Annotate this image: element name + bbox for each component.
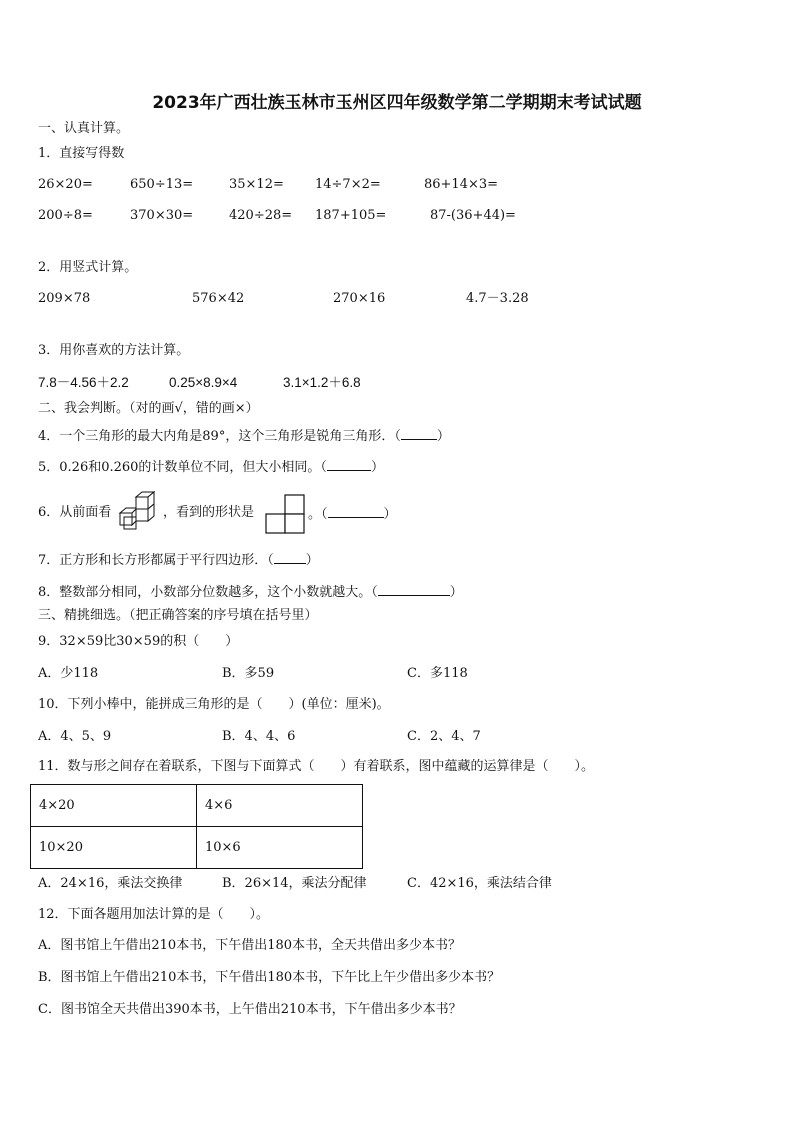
answer-blank[interactable] (328, 504, 384, 518)
front-view-shape-icon (265, 494, 307, 534)
section2-heading: 二、我会判断。（对的画√，错的画×） (38, 401, 259, 416)
q12-option-a[interactable]: A．图书馆上午借出210本书，下午借出180本书，全天共借出多少本书？ (38, 938, 462, 953)
q2-item: 576×42 (192, 291, 245, 306)
q12-stem: 12．下面各题用加法计算的是（ ）。 (38, 907, 270, 922)
q4 (38, 426, 450, 446)
close-paren: ） (449, 585, 463, 600)
q1-row1-item: 35×12= (229, 177, 284, 192)
answer-blank[interactable] (274, 550, 306, 564)
table-cell: 10×6 (197, 827, 363, 869)
q2-label: 2．用竖式计算。 (38, 260, 138, 275)
q12-option-b[interactable]: B．图书馆上午借出210本书，下午借出180本书，下午比上午少借出多少本书？ (38, 970, 501, 985)
section1-heading: 一、认真计算。 (38, 121, 130, 136)
q2-item: 209×78 (38, 291, 91, 306)
close-paren: ） (370, 460, 384, 475)
section3-heading: 三、精挑细选。（把正确答案的序号填在括号里） (38, 608, 318, 623)
table-cell: 10×20 (31, 827, 197, 869)
q10-stem: 10．下列小棒中，能拼成三角形的是（ ）(单位：厘米)。 (38, 697, 390, 712)
q11-option-b[interactable]: B．26×14，乘法分配律 (222, 876, 367, 891)
q5-text: 5．0.26和0.260的计数单位不同，但大小相同。（ (38, 460, 327, 475)
q3-label: 3．用你喜欢的方法计算。 (38, 343, 190, 358)
q4-text: 4．一个三角形的最大内角是89°，这个三角形是锐角三角形．（ (38, 429, 401, 444)
table-cell: 4×6 (197, 785, 363, 827)
q1-row2-item: 187+105= (315, 208, 387, 223)
table-row (31, 827, 363, 869)
q11-option-a[interactable]: A．24×16，乘法交换律 (38, 876, 183, 891)
answer-blank[interactable] (401, 426, 437, 440)
q1-label: 1．直接写得数 (38, 146, 125, 161)
q8-text: 8．整数部分相同，小数部分位数越多，这个小数就越大。（ (38, 585, 378, 600)
q3-item: 0.25×8.9×4 (169, 375, 238, 390)
q11-diagram-table (30, 784, 363, 869)
q2-item: 4.7－3.28 (466, 291, 529, 306)
q1-row1-item: 650÷13= (130, 177, 194, 192)
q11-stem: 11．数与形之间存在着联系，下图与下面算式（ ）有着联系，图中蕴藏的运算律是（ ）。 (38, 759, 595, 774)
close-paren: ） (383, 507, 397, 522)
q6-text-a: 6．从前面看 (38, 505, 112, 520)
close-paren: ） (436, 429, 450, 444)
q1-row2-item: 200÷8= (38, 208, 93, 223)
q1-row1-item: 14÷7×2= (315, 177, 381, 192)
q6-text-c: 。（ (308, 507, 328, 522)
close-paren: ） (305, 553, 319, 568)
q6 (308, 504, 397, 524)
page-title: 2023年广西壮族玉林市玉州区四年级数学第二学期期末考试试题 (152, 93, 642, 113)
q5 (38, 457, 384, 477)
q1-row2-item: 370×30= (130, 208, 194, 223)
q10-option-c[interactable]: C．2、4、7 (407, 729, 481, 744)
answer-blank[interactable] (378, 582, 450, 596)
q6-text-b: ，看到的形状是 (163, 505, 255, 520)
q9-stem: 9．32×59比30×59的积（ ） (38, 634, 239, 649)
q9-option-b[interactable]: B．多59 (222, 666, 275, 681)
q10-option-b[interactable]: B．4、4、6 (222, 729, 296, 744)
q3-item: 7.8－4.56＋2.2 (38, 375, 129, 390)
q12-option-c[interactable]: C．图书馆全天共借出390本书，上午借出210本书，下午借出多少本书？ (38, 1002, 462, 1017)
cube-stack-icon (116, 491, 158, 531)
answer-blank[interactable] (327, 457, 371, 471)
q1-row1-item: 26×20= (38, 177, 93, 192)
q2-item: 270×16 (333, 291, 386, 306)
q1-row1-item: 86+14×3= (424, 177, 499, 192)
q7 (38, 550, 319, 570)
q3-item: 3.1×1.2＋6.8 (283, 375, 361, 390)
table-row (31, 785, 363, 827)
q1-row2-item: 420÷28= (229, 208, 293, 223)
q7-text: 7．正方形和长方形都属于平行四边形．（ (38, 553, 274, 568)
table-cell: 4×20 (31, 785, 197, 827)
q9-option-c[interactable]: C．多118 (407, 666, 468, 681)
q11-option-c[interactable]: C．42×16，乘法结合律 (407, 876, 552, 891)
q8 (38, 582, 463, 602)
q9-option-a[interactable]: A．少118 (38, 666, 99, 681)
q1-row2-item: 87-(36+44)= (430, 208, 516, 223)
q10-option-a[interactable]: A．4、5、9 (38, 729, 112, 744)
